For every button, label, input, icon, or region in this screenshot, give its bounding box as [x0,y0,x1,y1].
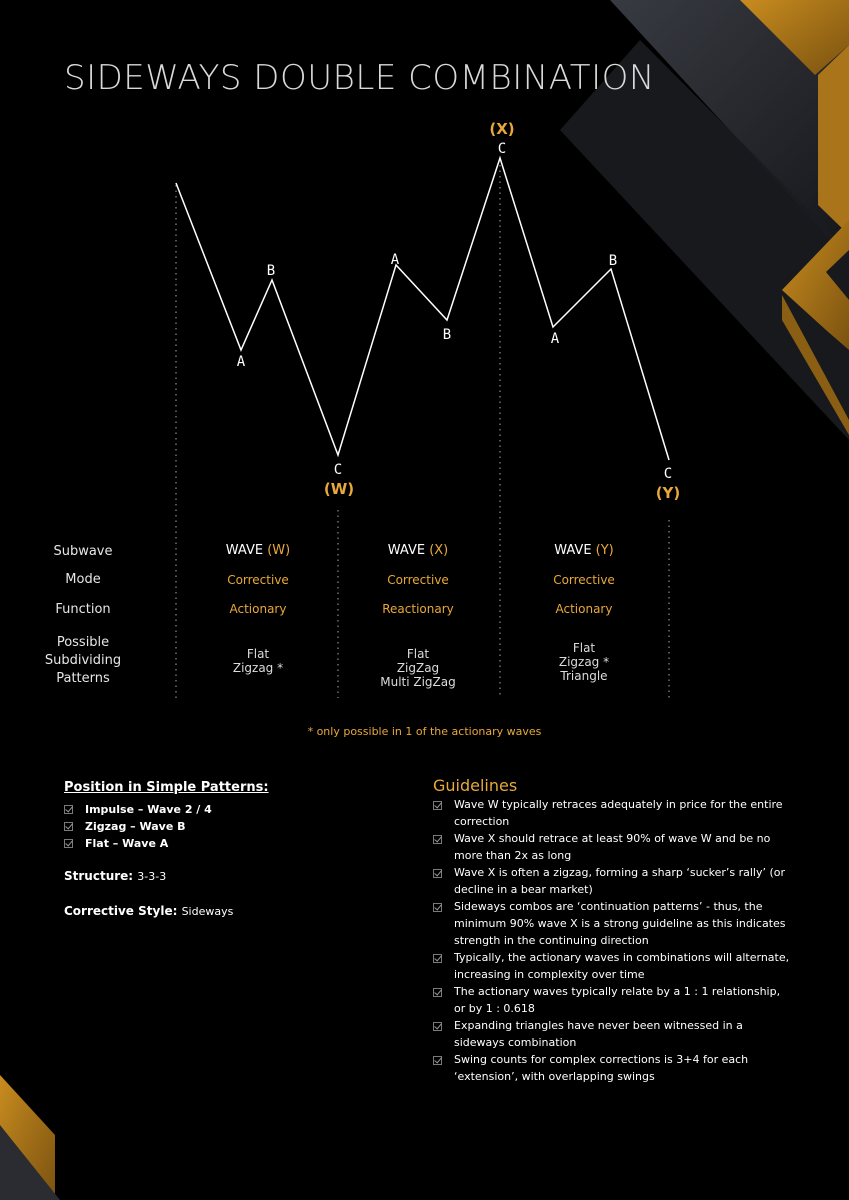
wave-label-x-b: B [442,327,452,343]
row-label-subwave: Subwave [53,544,113,559]
list-item-text: The actionary waves typically relate by a 1 : 1 relationship, or by 1 : 0.618 [454,985,781,1015]
mode-x: Corrective [387,573,449,587]
mode-y: Corrective [553,573,615,587]
checkbox-icon [433,903,442,912]
row-label-function: Function [55,602,111,617]
column-header-x [338,544,498,558]
list-item [64,818,212,835]
degree-label-y: (Y) [655,484,681,502]
corrective-style-label: Corrective Style: [64,904,178,918]
list-item-text: Wave X is often a zigzag, forming a sharp ‘sucker’s rally’ (or decline in a bear market) [454,866,785,896]
row-label-mode: Mode [65,572,101,587]
guidelines-title: Guidelines [433,776,518,795]
wave-label-w-b: B [266,263,276,279]
row-label-patterns-line: Patterns [56,671,110,686]
corrective-style [64,904,233,918]
column-header-y [504,544,664,558]
list-item [433,983,793,1017]
structure-value: 3-3-3 [137,870,167,883]
pattern-item: ZigZag [396,661,440,675]
list-item [433,1051,793,1085]
wave-label-y-a: A [550,331,560,347]
structure-label: Structure: [64,869,134,883]
pattern-item: Zigzag * [558,655,610,669]
pattern-item: Flat [572,641,596,655]
list-item-text: Zigzag – Wave B [85,820,186,833]
list-item [433,830,793,864]
pattern-item: Flat [246,647,270,661]
degree-label-w: (W) [323,480,355,498]
wave-label-w-a: A [236,354,246,370]
row-label-patterns [30,634,136,688]
patterns-w [178,647,338,675]
pattern-item: Multi ZigZag [380,675,456,689]
row-label-patterns-line: Possible [56,635,110,650]
row-label-patterns-line: Subdividing [44,653,122,668]
position-list [64,801,212,852]
list-item-text: Typically, the actionary waves in combinations will alternate, increasing in complexity over time [454,951,790,981]
wave-degree: (W) [267,543,291,558]
function-x: Reactionary [382,602,454,616]
list-item [64,835,212,852]
checkbox-icon [433,988,442,997]
patterns-x [338,647,498,689]
checkbox-icon [64,839,73,848]
wave-degree: (X) [429,543,449,558]
list-item-text: Impulse – Wave 2 / 4 [85,803,212,816]
list-item-text: Expanding triangles have never been witnessed in a sideways combination [454,1019,743,1049]
wave-degree: (Y) [595,543,614,558]
list-item [64,801,212,818]
list-item-text: Wave W typically retraces adequately in price for the entire correction [454,798,783,828]
column-header-w [178,544,338,558]
function-w: Actionary [229,602,287,616]
checkbox-icon [433,835,442,844]
corrective-style-value: Sideways [181,905,234,918]
wave-path [176,158,669,460]
list-item-text: Swing counts for complex corrections is 3+4 for each ‘extension’, with overlapping swings [454,1053,749,1083]
list-item-text: Wave X should retrace at least 90% of wave W and be no more than 2x as long [454,832,771,862]
checkbox-icon [433,869,442,878]
footnote: * only possible in 1 of the actionary waves [307,725,542,738]
page-title: SIDEWAYS DOUBLE COMBINATION [64,58,655,98]
guide-lines [176,165,669,698]
pattern-item: Triangle [560,669,608,683]
list-item-text: Flat – Wave A [85,837,169,850]
list-item [433,864,793,898]
wave-prefix: WAVE [554,543,592,558]
wave-prefix: WAVE [225,543,264,558]
wave-label-y-b: B [608,253,618,269]
list-item [433,898,793,949]
degree-label-x: (X) [489,120,515,138]
checkbox-icon [433,954,442,963]
guidelines-list [433,796,793,1085]
structure [64,869,166,883]
checkbox-icon [433,1022,442,1031]
wave-label-y-c: C [663,466,673,482]
wave-prefix: WAVE [387,543,426,558]
checkbox-icon [64,805,73,814]
checkbox-icon [433,801,442,810]
list-item-text: Sideways combos are ‘continuation patterns’ - thus, the minimum 90% wave X is a strong guideline as this indicates strength in the continuing direction [454,900,786,947]
list-item [433,949,793,983]
patterns-y [504,641,664,683]
pattern-item: Zigzag * [232,661,284,675]
list-item [433,1017,793,1051]
function-y: Actionary [555,602,613,616]
checkbox-icon [64,822,73,831]
wave-label-w-c: C [333,462,343,478]
list-item [433,796,793,830]
mode-w: Corrective [227,573,289,587]
checkbox-icon [433,1056,442,1065]
wave-label-x-a: A [390,252,400,268]
wave-label-x-c: C [497,141,507,157]
position-title: Position in Simple Patterns: [64,780,269,795]
pattern-item: Flat [406,647,430,661]
